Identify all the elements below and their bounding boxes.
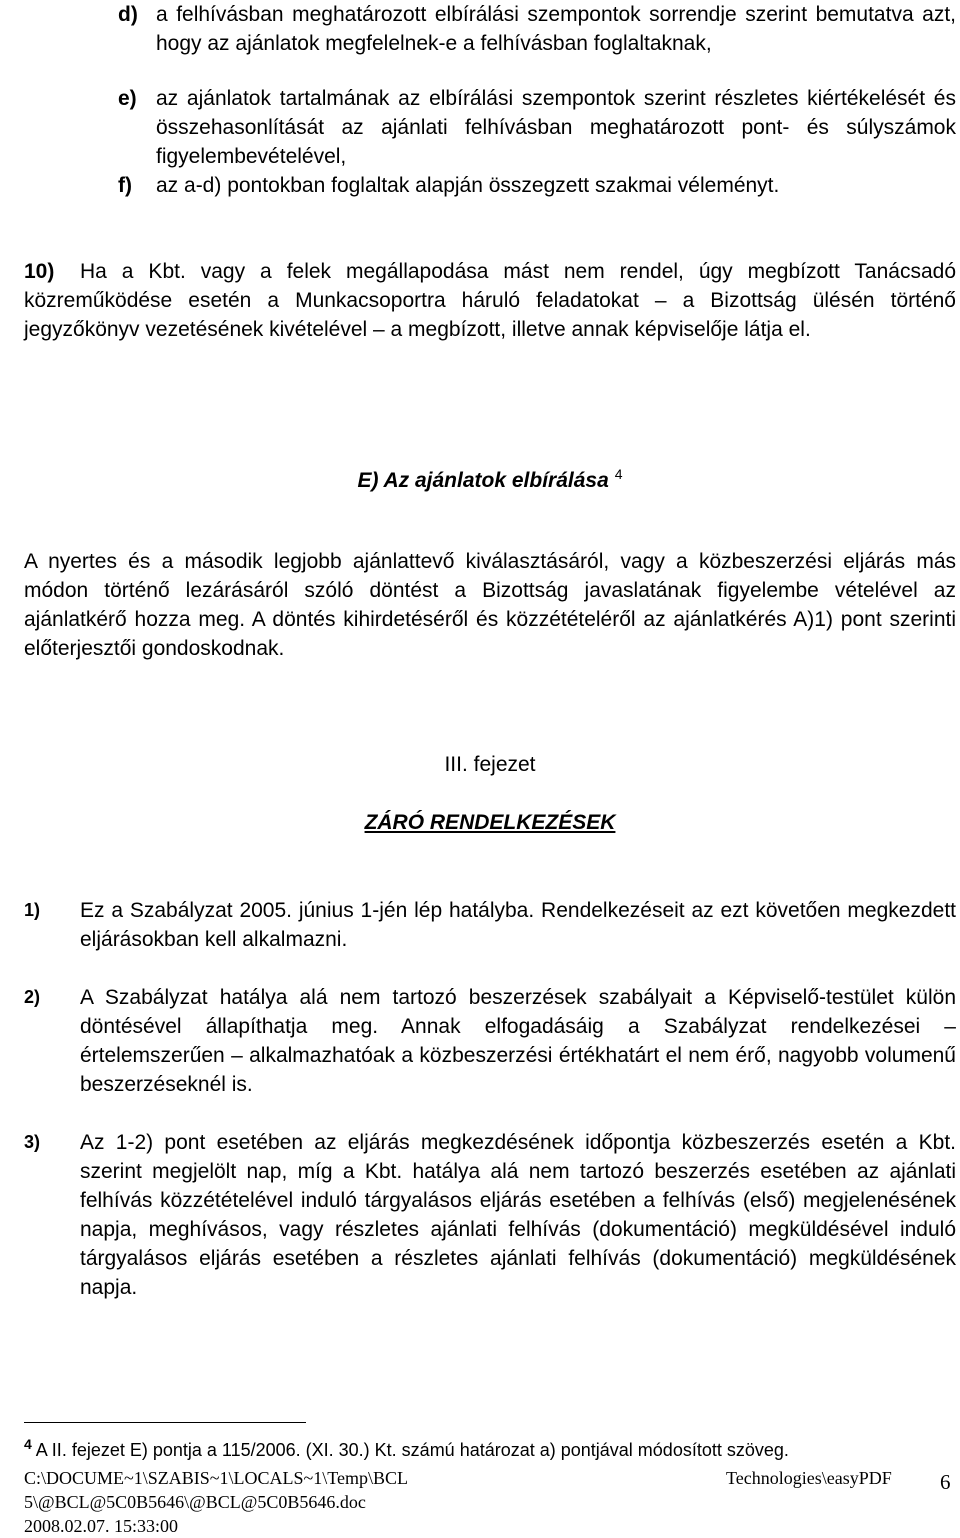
- footer-path-line2: 5\@BCL@5C0B5646\@BCL@5C0B5646.doc: [24, 1492, 366, 1512]
- list-label: e): [118, 87, 137, 110]
- list-label: d): [118, 3, 138, 26]
- closing-item-3: [24, 1128, 956, 1302]
- chapter-number: III. fejezet: [444, 753, 536, 776]
- closing-text: Az 1-2) pont esetében az eljárás megkezdésének időpontja közbeszerzés esetén a Kbt. szerint megjelölt nap, míg a Kbt. hatálya alá nem tartozó beszerzés esetében az ajánlati felhívás közzétételével induló tárgyalásos eljárás esetében a felhívás (első) megjelenésének napja, meghívásos, vagy részletes ajánlati felhívás (dokumentáció) megküldésével induló tárgyalásos eljárás esetében a részletes ajánlati felhívás (dokumentáció) megküldésének napja.: [80, 1131, 956, 1299]
- list-text: a felhívásban meghatározott elbírálási szempontok sorrendje szerint bemutatva azt, hogy az ajánlatok megfelelnek-e a felhívásban foglaltaknak,: [156, 3, 956, 55]
- footnote-ref: 4: [614, 466, 623, 482]
- closing-item-1: [24, 896, 956, 954]
- list-item-f: [118, 171, 956, 200]
- closing-label: 3): [24, 1132, 41, 1152]
- closing-item-2: [24, 983, 956, 1099]
- chapter-title: ZÁRÓ RENDELKEZÉSEK: [364, 811, 616, 834]
- footer-timestamp: 2008.02.07. 15:33:00: [24, 1516, 179, 1536]
- list-label: f): [118, 174, 132, 197]
- list-item-e: [118, 84, 956, 171]
- list-text: az a-d) pontokban foglaltak alapján összegzett szakmai véleményt.: [156, 174, 780, 197]
- footnote-separator: [24, 1422, 306, 1423]
- section-e-paragraph: A nyertes és a második legjobb ajánlattevő kiválasztásáról, vagy a közbeszerzési eljárás más módon történő lezárásáról szóló döntést a Bizottság javaslatának figyelembe vételével az ajánlatkérő hozza meg. A döntés kihirdetéséről és közzétételéről az ajánlatkérés A)1) pont szerinti előterjesztői gondoskodnak.: [24, 550, 956, 660]
- list-item-d: [118, 0, 956, 58]
- footnote-mark: 4: [24, 1436, 32, 1452]
- footer-path-line1-right: Technologies\easyPDF: [726, 1468, 892, 1488]
- page-number: 6: [940, 1470, 951, 1494]
- closing-label: 2): [24, 987, 41, 1007]
- section-e-heading: E) Az ajánlatok elbírálása $^4$: [357, 466, 623, 492]
- point-10-text: Ha a Kbt. vagy a felek megállapodása mást nem rendel, úgy megbízott Tanácsadó közreműködése esetén a Munkacsoportra háruló feladatokat – a Bizottság ülésén történő jegyzőkönyv vezetésének kivételével – a megbízott, illetve annak képviselője látja el.: [24, 260, 956, 341]
- footnote: [24, 1432, 954, 1462]
- closing-label: 1): [24, 900, 41, 920]
- point-10-label: 10): [24, 260, 55, 283]
- list-text: az ajánlatok tartalmának az elbírálási szempontok szerint részletes kiértékelését és összehasonlítását az ajánlati felhívásban meghatározott pont- és súlyszámok figyelembevételével,: [156, 87, 956, 168]
- closing-text: A Szabályzat hatálya alá nem tartozó beszerzések szabályait a Képviselő-testület külön döntésével állapíthatja meg. Annak elfogadásáig a Szabályzat rendelkezései – értelemszerűen – alkalmazhatóak a közbeszerzési értékhatárt el nem érő, nagyobb volumenű beszerzéseknél is.: [80, 986, 956, 1096]
- point-10: [24, 257, 956, 344]
- closing-text: Ez a Szabályzat 2005. június 1-jén lép hatályba. Rendelkezéseit az ezt követően megkezdett eljárásokban kell alkalmazni.: [80, 899, 956, 951]
- footnote-text: A II. fejezet E) pontja a 115/2006. (XI. 30.) Kt. számú határozat a) pontjával módosított szöveg.: [35, 1440, 789, 1460]
- footer-path-line1: C:\DOCUME~1\SZABIS~1\LOCALS~1\Temp\BCL: [24, 1468, 408, 1488]
